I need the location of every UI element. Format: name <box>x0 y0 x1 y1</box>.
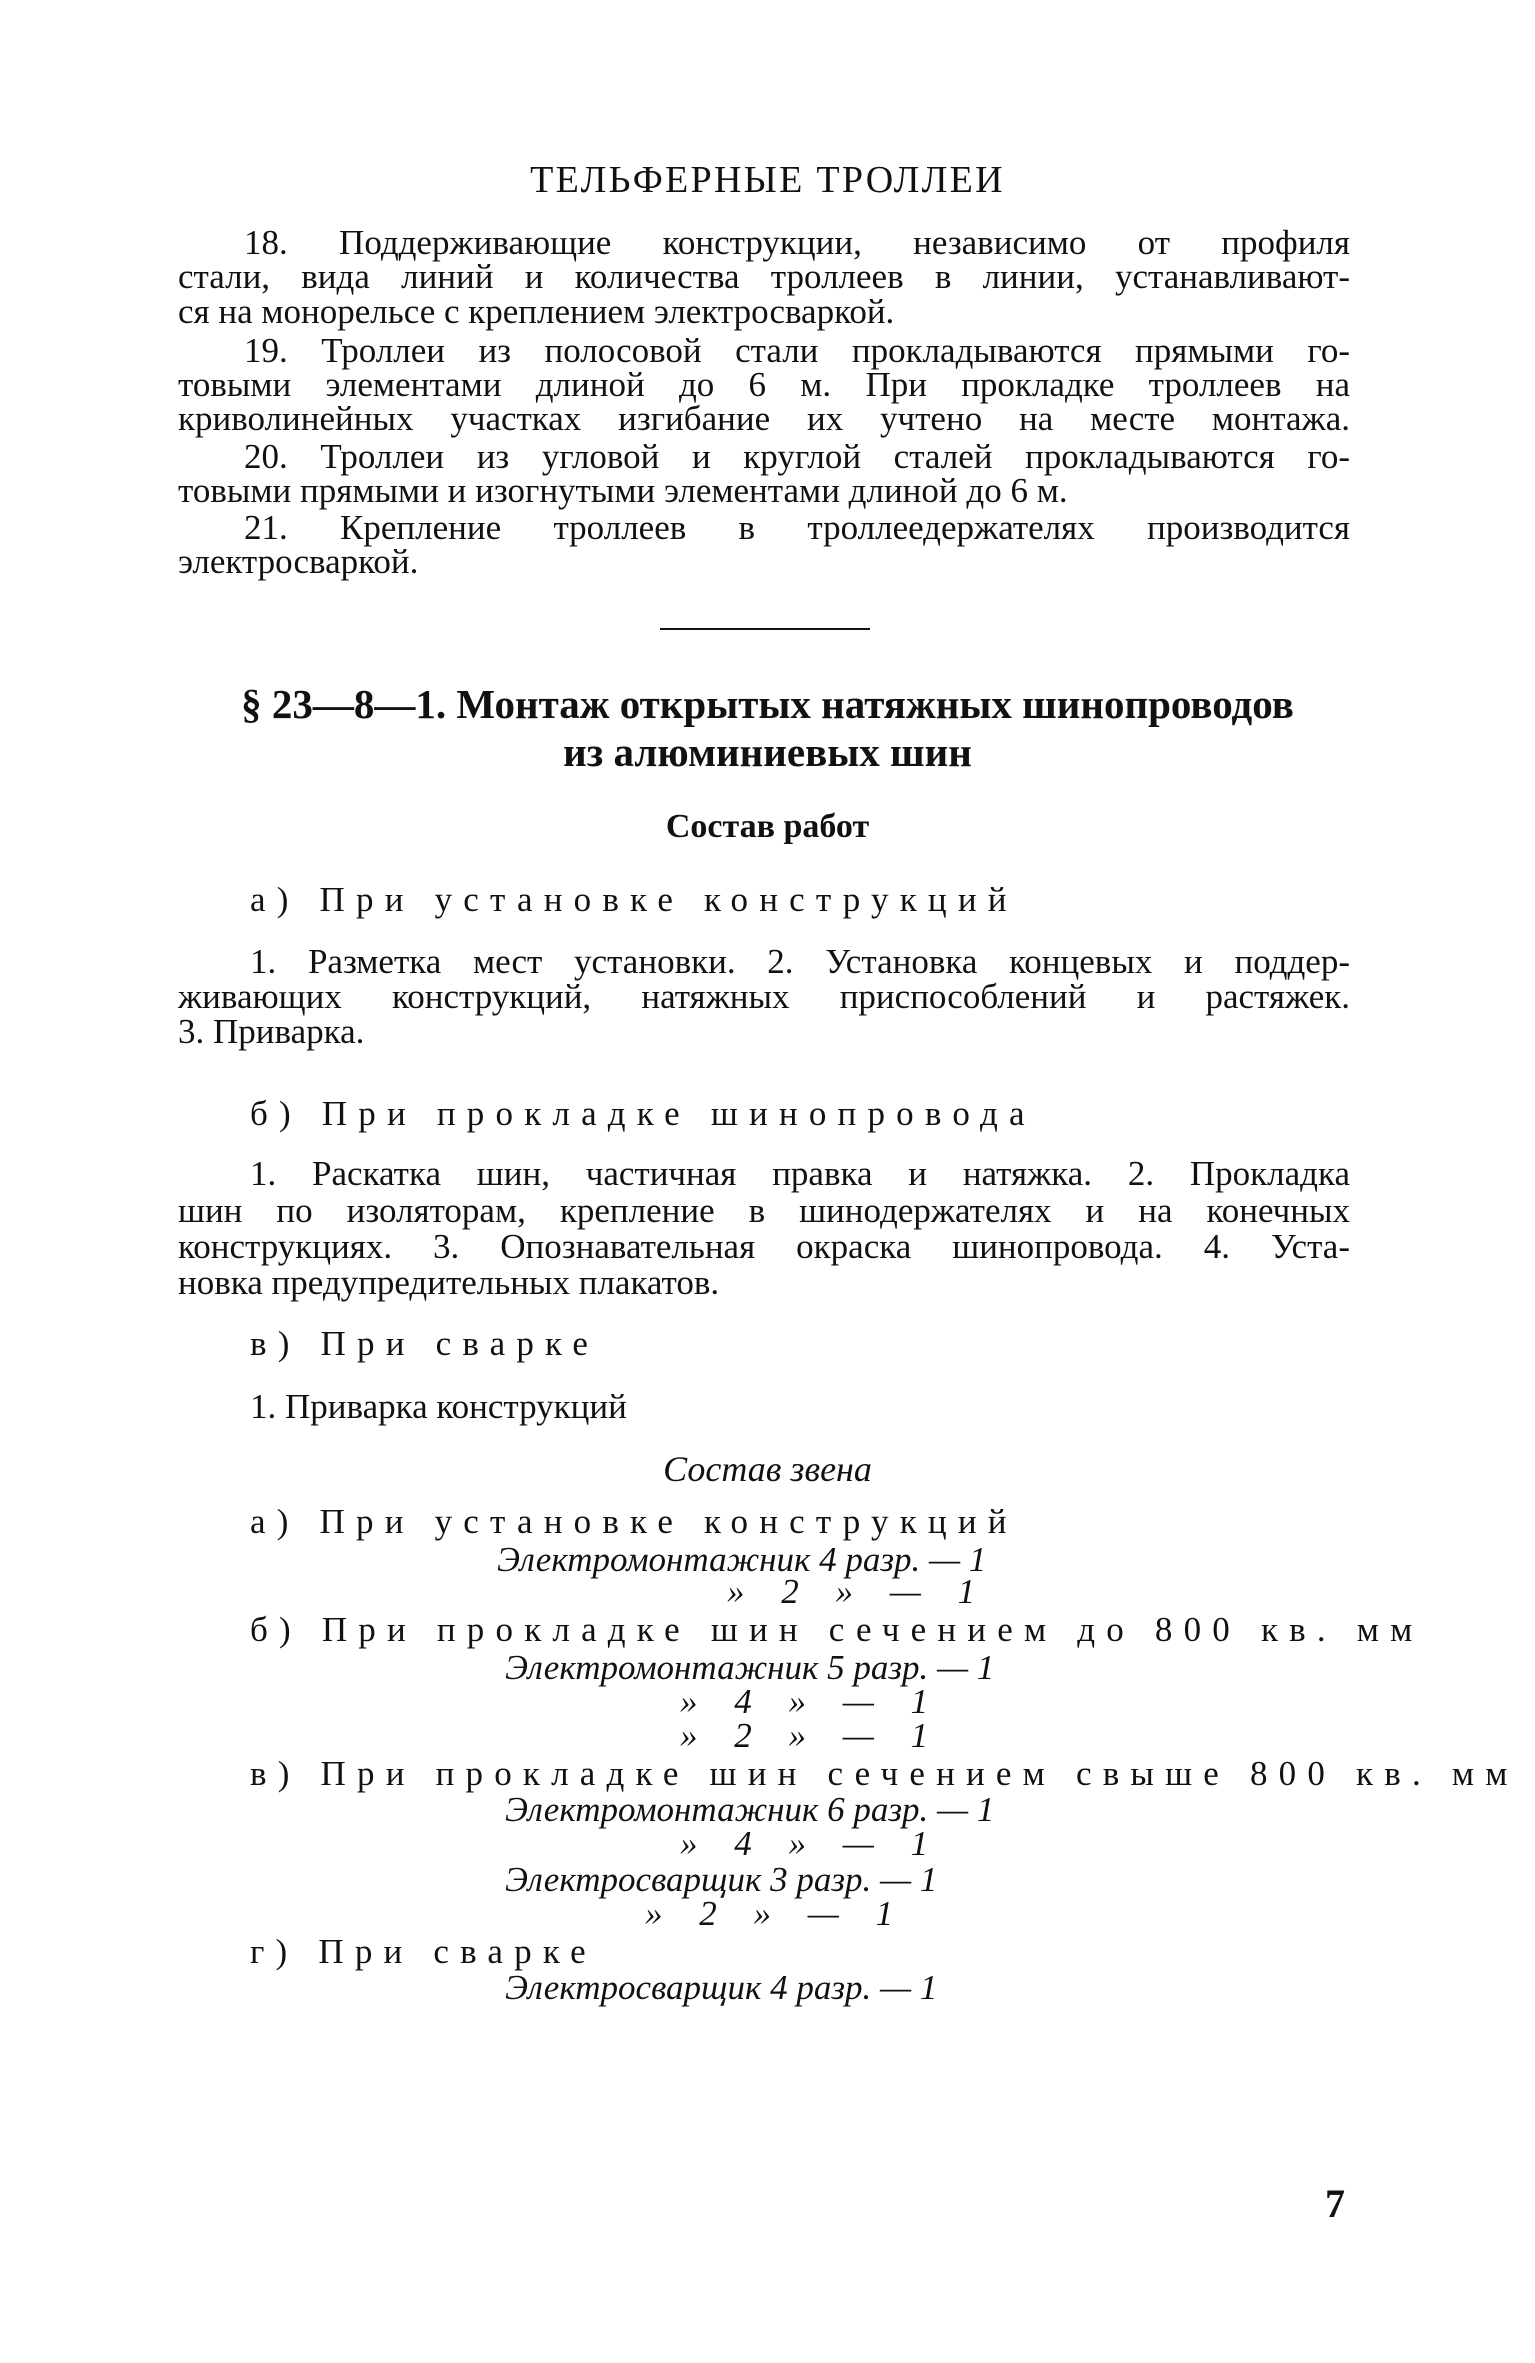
crew-group-title: а) При установке конструкций <box>250 1502 1018 1541</box>
work-line: 1. Раскатка шин, частичная правка и натяжка. 2. Прокладка <box>250 1154 1350 1193</box>
crew-composition-heading: Состав звена <box>663 1449 872 1489</box>
item-line: товыми прямыми и изогнутыми элементами длиной до 6 м. <box>178 471 1068 510</box>
crew-member: » 2 » — 1 <box>680 1716 929 1755</box>
work-line: 1. Приварка конструкций <box>250 1387 627 1426</box>
crew-member: Электромонтажник 6 разр. — 1 <box>505 1790 995 1829</box>
crew-member: » 4 » — 1 <box>680 1682 929 1721</box>
work-line: конструкциях. 3. Опознавательная окраска шинопровода. 4. Уста- <box>178 1227 1350 1266</box>
section-title-line1: § 23—8—1. Монтаж открытых натяжных шинопроводов <box>241 681 1294 727</box>
item-line: 18. Поддерживающие конструкции, независимо от профиля <box>244 223 1350 262</box>
item-line: криволинейных участках изгибание их учтено на месте монтажа. <box>178 399 1350 438</box>
crew-member: Электросварщик 3 разр. — 1 <box>505 1860 938 1899</box>
crew-group-title: б) При прокладке шин сечением до 800 кв. мм <box>250 1610 1424 1649</box>
item-line: 21. Крепление троллеев в троллеедержателях производится <box>244 508 1350 547</box>
work-line: шин по изоляторам, крепление в шинодержателях и на конечных <box>178 1191 1350 1230</box>
item-line: 20. Троллеи из угловой и круглой сталей прокладываются го- <box>244 437 1350 476</box>
crew-member: » 2 » — 1 <box>727 1572 976 1611</box>
work-line: новка предупредительных плакатов. <box>178 1263 720 1302</box>
work-group-title: в) При сварке <box>250 1324 600 1363</box>
item-line: ся на монорельсе с креплением электросваркой. <box>178 292 895 331</box>
work-group-title: а) При установке конструкций <box>250 880 1018 919</box>
item-line: товыми элементами длиной до 6 м. При прокладке троллеев на <box>178 365 1350 404</box>
crew-member: Электромонтажник 5 разр. — 1 <box>505 1648 995 1687</box>
crew-member: » 4 » — 1 <box>680 1824 929 1863</box>
work-line: 3. Приварка. <box>178 1012 365 1051</box>
crew-member: Электромонтажник 4 разр. — 1 <box>497 1540 987 1579</box>
crew-member: » 2 » — 1 <box>645 1894 894 1933</box>
item-line: 19. Троллеи из полосовой стали прокладываются прямыми го- <box>244 331 1350 370</box>
page-number: 7 <box>1325 2181 1345 2226</box>
crew-member: Электросварщик 4 разр. — 1 <box>505 1968 938 2007</box>
work-group-title: б) При прокладке шинопровода <box>250 1094 1036 1133</box>
section-title-line2: из алюминиевых шин <box>563 729 972 775</box>
crew-group-title: в) При прокладке шин сечением свыше 800 кв. мм <box>250 1754 1519 1793</box>
section-divider <box>660 628 870 630</box>
work-line: 1. Разметка мест установки. 2. Установка концевых и поддер- <box>250 942 1350 981</box>
crew-group-title: г) При сварке <box>250 1932 597 1971</box>
running-head: ТЕЛЬФЕРНЫЕ ТРОЛЛЕИ <box>530 159 1005 201</box>
item-line: электросваркой. <box>178 542 419 581</box>
work-composition-heading: Состав работ <box>665 808 870 845</box>
work-line: живающих конструкций, натяжных приспособлений и растяжек. <box>178 977 1350 1016</box>
item-line: стали, вида линий и количества троллеев в линии, устанавливают- <box>178 257 1350 296</box>
